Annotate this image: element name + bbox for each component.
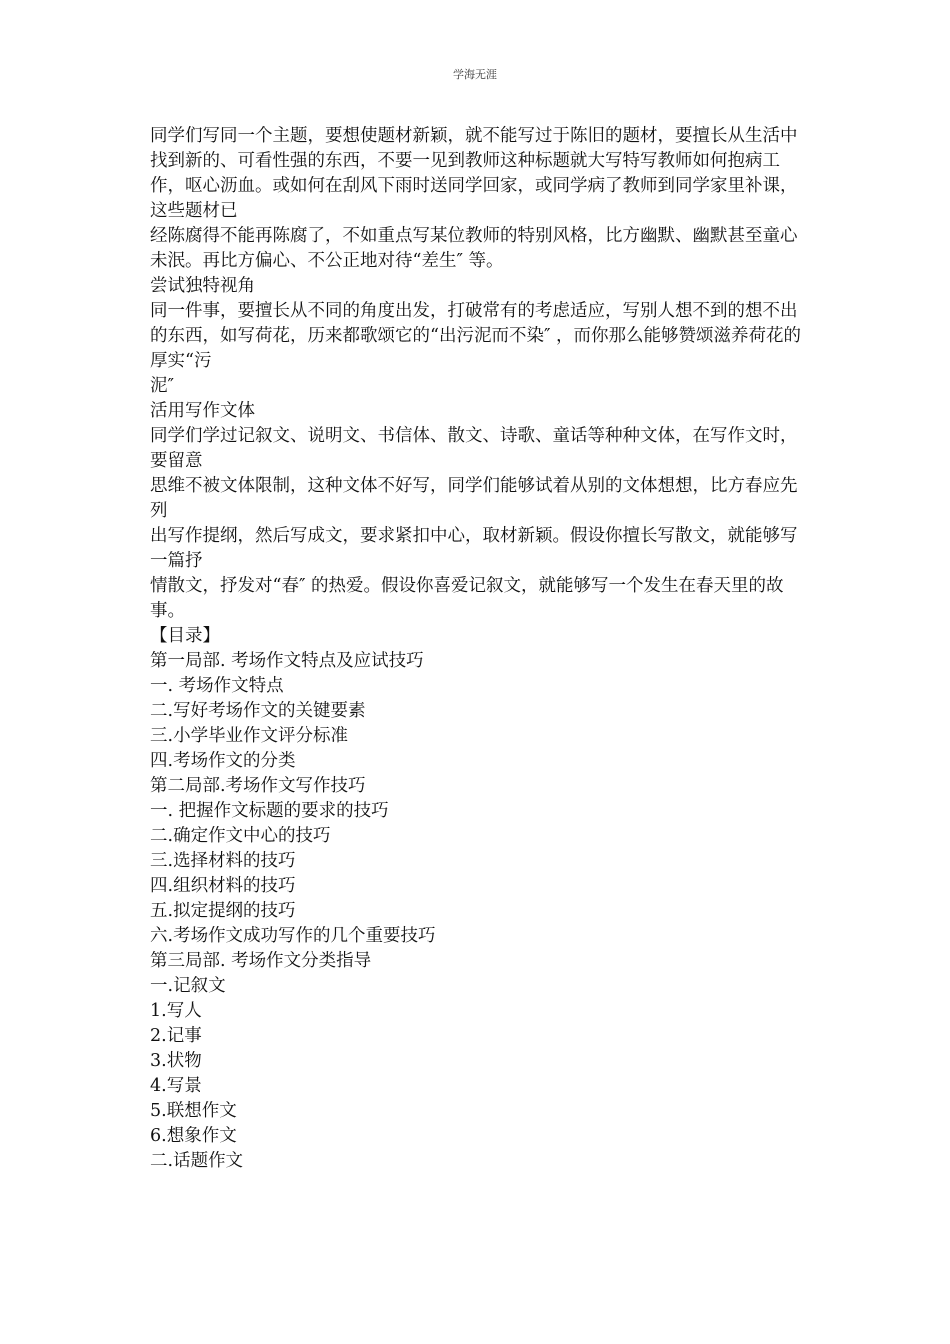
toc-item: 四.考场作文的分类 [150,751,296,771]
text-line: 出写作提纲，然后写成文，要求紧扣中心，取材新颖。假设你擅长写散文，就能够写一篇抒 [150,526,798,571]
section-heading: 活用写作文体 [150,401,255,421]
toc-part: 第二局部.考场作文写作技巧 [150,776,366,796]
toc-subitem: 3.状物 [150,1051,202,1071]
toc-item: 六.考场作文成功写作的几个重要技巧 [150,926,436,946]
toc-title: 【目录】 [150,626,220,646]
toc-item: 二.确定作文中心的技巧 [150,826,331,846]
text-line: 找到新的、可看性强的东西，不要一见到教师这种标题就大写特写教师如何抱病工作，呕心沥血。或如何在刮风下雨时送同学回家，或同学病了教师到同学家里补课，这些题材已 [150,151,798,221]
text-line: 同一件事，要擅长从不同的角度出发，打破常有的考虑适应，写别人想不到的想不出 [150,301,798,321]
toc-item: 三.选择材料的技巧 [150,851,296,871]
toc-item: 一.记叙文 [150,976,226,996]
text-line: 经陈腐得不能再陈腐了，不如重点写某位教师的特别风格，比方幽默、幽默甚至童心未泯。再比方偏心、不公正地对待“差生″ 等。 [150,226,798,271]
document-body [150,124,802,1174]
text-line: 泥″ [150,376,175,396]
toc-item: 二.话题作文 [150,1151,244,1171]
text-line: 同学们学过记叙文、说明文、书信体、散文、诗歌、童话等种种文体，在写作文时，要留意 [150,426,798,471]
toc-item: 二.写好考场作文的关键要素 [150,701,366,721]
toc-subitem: 5.联想作文 [150,1101,237,1121]
toc-subitem: 4.写景 [150,1076,202,1096]
toc-item: 四.组织材料的技巧 [150,876,296,896]
toc-subitem: 2.记事 [150,1026,202,1046]
page-header: 学海无涯 [453,68,497,81]
toc-part: 第三局部. 考场作文分类指导 [150,951,372,971]
section-heading: 尝试独特视角 [150,276,255,296]
text-line: 的东西，如写荷花，历来都歌颂它的“出污泥而不染″ ，而你那么能够赞颂滋养荷花的厚实“污 [150,326,802,371]
toc-item: 一. 考场作文特点 [150,676,284,696]
text-line: 同学们写同一个主题，要想使题材新颖，就不能写过于陈旧的题材，要擅长从生活中 [150,126,798,146]
toc-item: 五.拟定提纲的技巧 [150,901,296,921]
toc-subitem: 6.想象作文 [150,1126,237,1146]
toc-item: 一. 把握作文标题的要求的技巧 [150,801,389,821]
text-line: 思维不被文体限制，这种文体不好写，同学们能够试着从别的文体想想，比方春应先列 [150,476,798,521]
toc-part: 第一局部. 考场作文特点及应试技巧 [150,651,424,671]
text-line: 情散文，抒发对“春″ 的热爱。假设你喜爱记叙文，就能够写一个发生在春天里的故事。 [150,576,784,621]
toc-item: 三.小学毕业作文评分标准 [150,726,349,746]
toc-subitem: 1.写人 [150,1001,202,1021]
